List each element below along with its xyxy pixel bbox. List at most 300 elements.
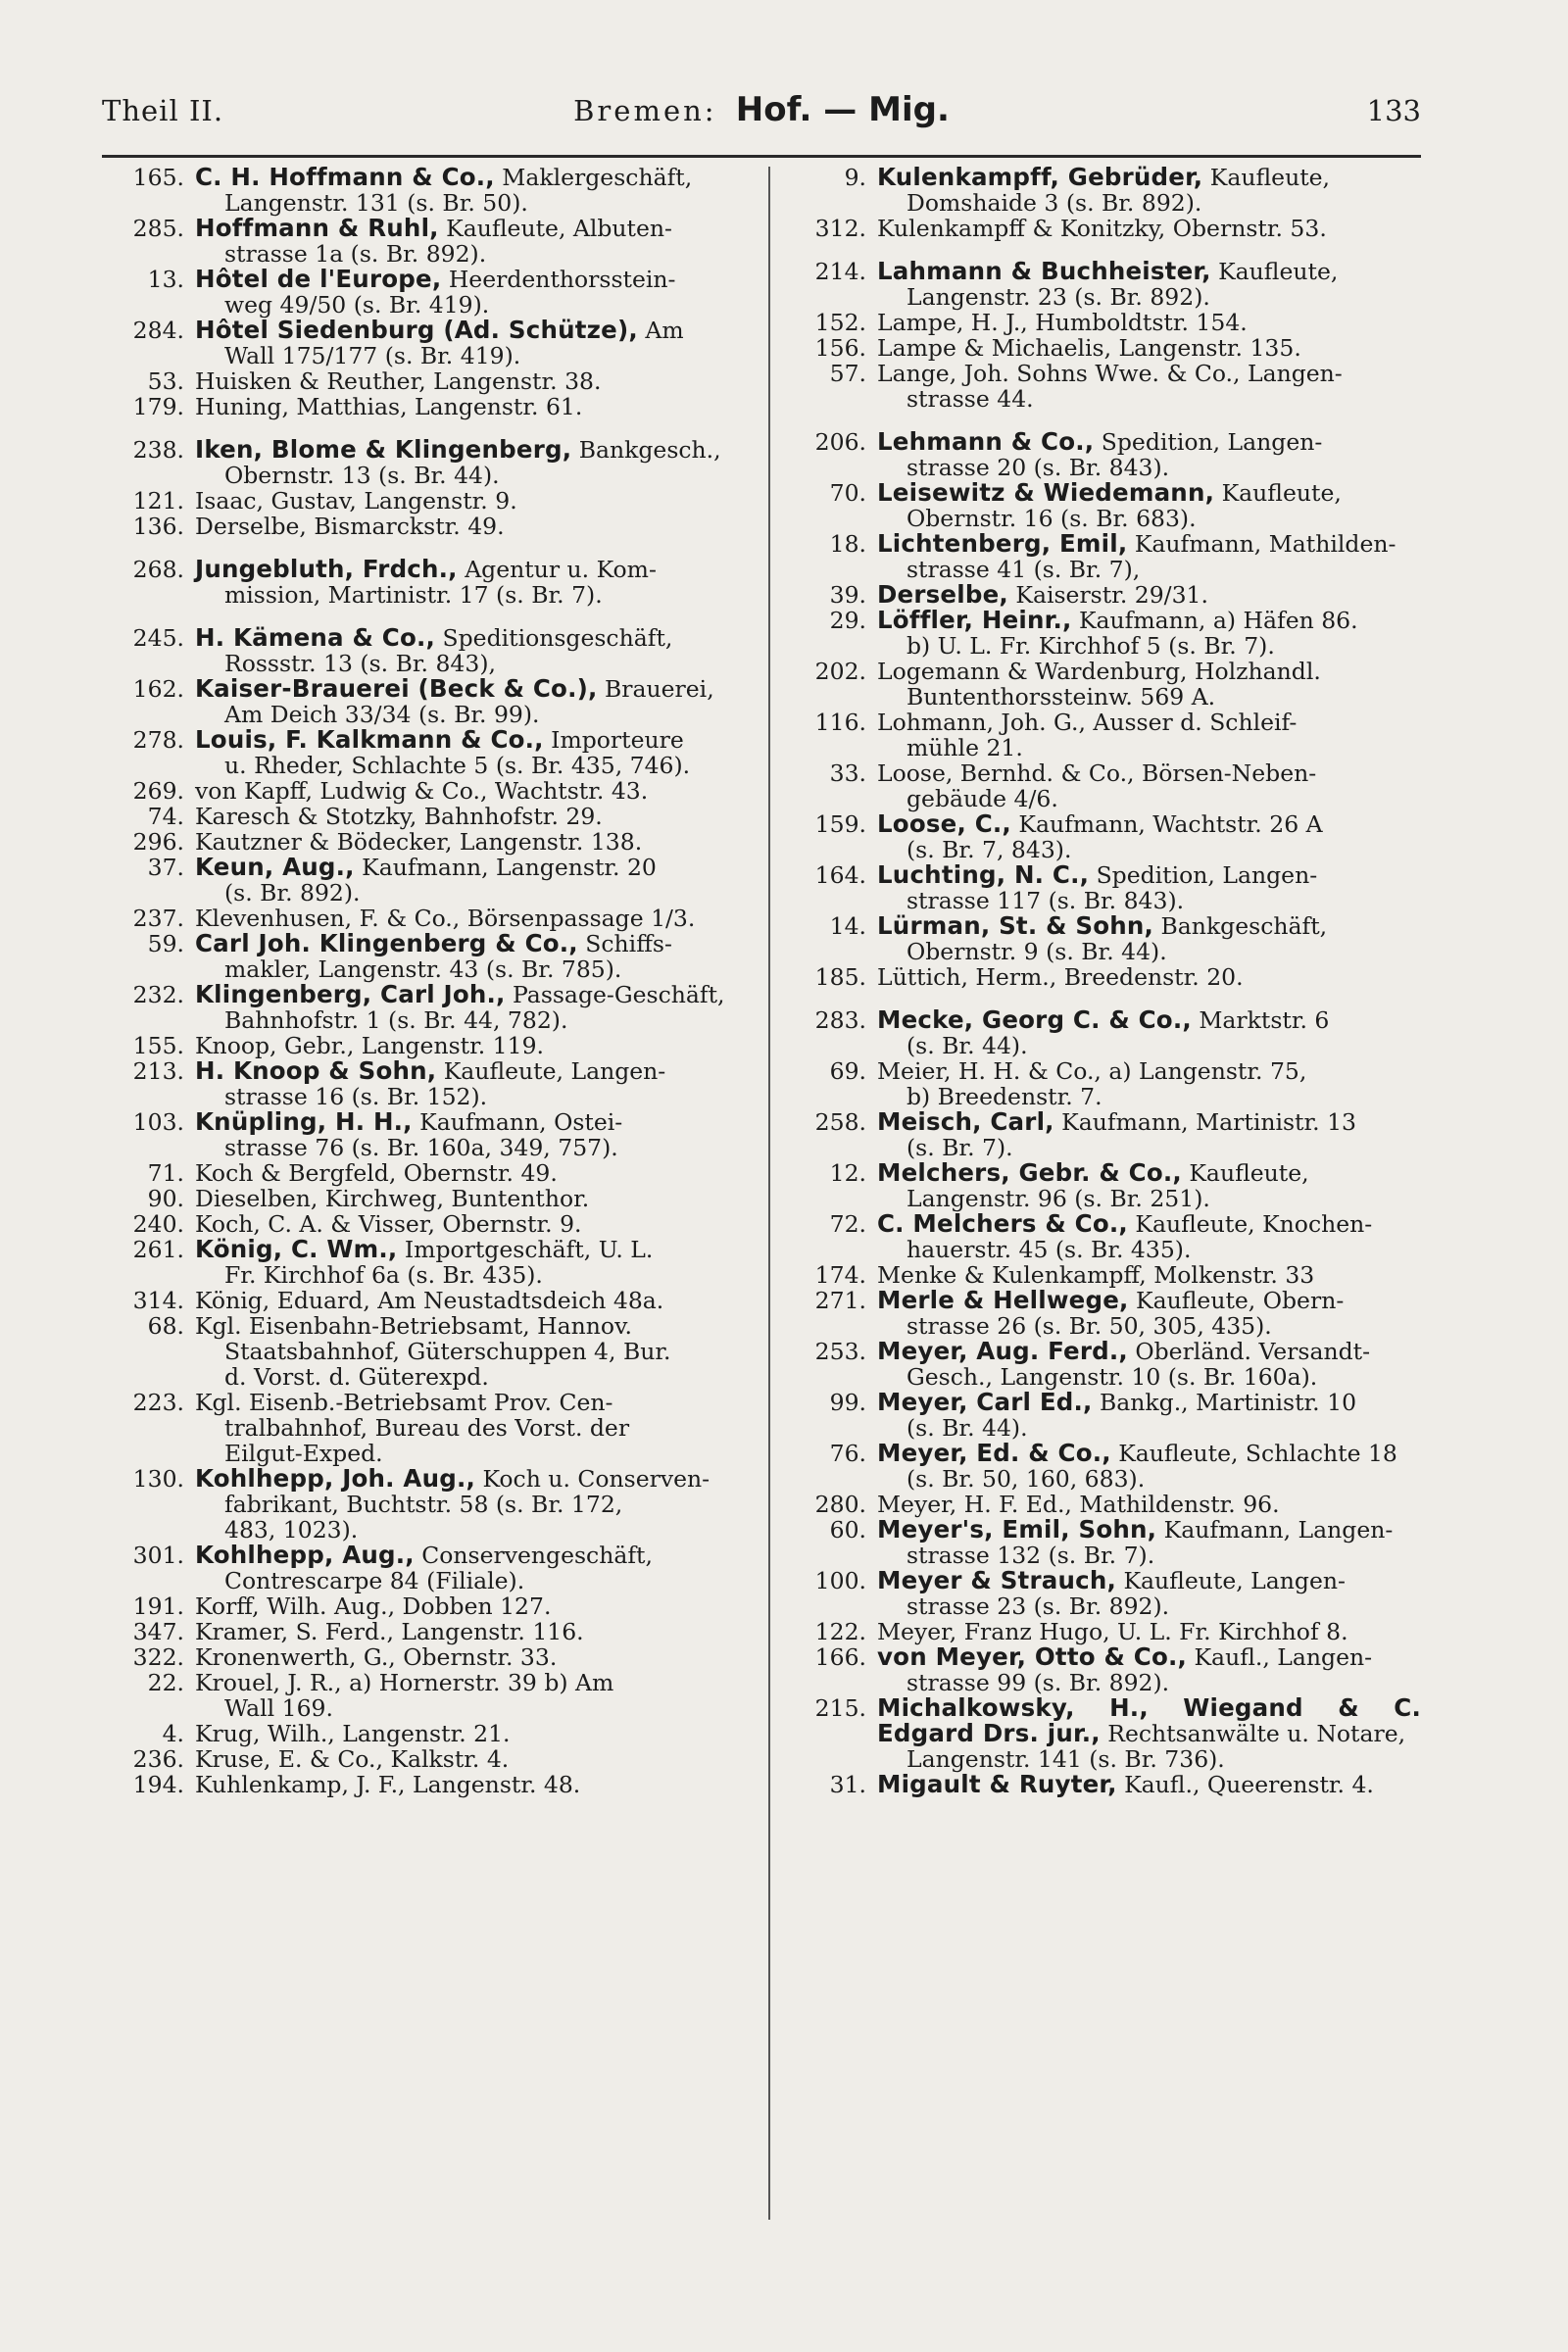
entry-number: 269.	[132, 777, 184, 805]
entry-number: 283.	[814, 1006, 866, 1034]
entry-text: Lampe & Michaelis, Langenstr. 135.	[877, 334, 1301, 362]
entry-number: 31.	[829, 1771, 866, 1798]
directory-entry	[102, 804, 757, 829]
entry-text: Kaufleute, Schlachte 18	[1118, 1440, 1397, 1467]
entry-first-line	[195, 1160, 757, 1186]
directory-entry	[784, 913, 1421, 964]
directory-entry	[102, 1288, 757, 1313]
directory-entry	[102, 829, 757, 855]
entry-continuation: (s. Br. 7).	[906, 1134, 1013, 1161]
entry-continuation: (s. Br. 892).	[224, 879, 361, 906]
entry-first-line	[195, 318, 757, 343]
entry-first-line	[195, 1543, 757, 1568]
entry-text: Krug, Wilh., Langenstr. 21.	[195, 1720, 511, 1747]
entry-first-line	[195, 1746, 757, 1772]
entry-number: 166.	[814, 1643, 866, 1671]
entry-number: 29.	[829, 607, 866, 634]
entry-continuation: Rossstr. 13 (s. Br. 843),	[224, 650, 496, 677]
directory-entry	[102, 1593, 757, 1619]
directory-entry	[102, 855, 757, 906]
directory-entry	[784, 310, 1421, 335]
directory-entry	[102, 557, 757, 608]
firm-name: Meyer's, Emil, Sohn,	[877, 1515, 1157, 1544]
directory-entry	[102, 1186, 757, 1211]
entry-number: 68.	[147, 1312, 184, 1340]
entry-text: Kaiserstr. 29/31.	[1015, 581, 1208, 609]
page-number: 133	[1366, 94, 1421, 127]
entry-first-line	[195, 437, 757, 463]
directory-entry	[784, 659, 1421, 710]
entry-text: Kruse, E. & Co., Kalkstr. 4.	[195, 1745, 510, 1773]
firm-name: Derselbe,	[877, 580, 1008, 609]
entry-number: 194.	[132, 1771, 184, 1798]
entry-text: Passage-Geschäft,	[513, 981, 725, 1008]
entry-continuation: (s. Br. 44).	[906, 1032, 1028, 1059]
entry-text: Oberländ. Versandt-	[1135, 1338, 1371, 1365]
entry-number: 74.	[147, 803, 184, 830]
entry-number: 152.	[814, 309, 866, 336]
entry-text: Kaufleute,	[1209, 164, 1331, 191]
entry-number: 214.	[814, 258, 866, 285]
entry-text: Klevenhusen, F. & Co., Börsenpassage 1/3.	[195, 905, 696, 932]
entry-number: 22.	[147, 1669, 184, 1696]
entry-first-line	[195, 368, 757, 394]
firm-name: C. Melchers & Co.,	[877, 1209, 1128, 1238]
directory-entry	[102, 1746, 757, 1772]
entry-continuation: strasse 41 (s. Br. 7),	[906, 556, 1141, 583]
left-column	[102, 165, 757, 1797]
entry-continuation: Am Deich 33/34 (s. Br. 99).	[224, 701, 540, 728]
entry-continuation: strasse 1a (s. Br. 892).	[224, 240, 487, 268]
entry-first-line	[195, 1237, 757, 1262]
directory-entry	[102, 1237, 757, 1288]
entry-continuation: Eilgut-Exped.	[224, 1440, 383, 1467]
entry-text: Kaufleute, Langen-	[1123, 1567, 1346, 1594]
directory-entry	[102, 1543, 757, 1593]
entry-continuation: strasse 99 (s. Br. 892).	[906, 1669, 1170, 1696]
directory-entry	[784, 1619, 1421, 1644]
directory-entry	[784, 1058, 1421, 1109]
entry-continuation: Langenstr. 96 (s. Br. 251).	[906, 1185, 1210, 1212]
entry-number: 70.	[829, 479, 866, 507]
right-column	[784, 165, 1421, 1797]
entry-text: Maklergeschäft,	[502, 164, 693, 191]
firm-name: Migault & Ruyter,	[877, 1770, 1117, 1798]
entry-first-line	[195, 829, 757, 855]
entry-text: Huning, Matthias, Langenstr. 61.	[195, 393, 583, 420]
directory-entry	[784, 1262, 1421, 1288]
entry-first-line	[877, 1160, 1421, 1186]
entry-first-line	[195, 804, 757, 829]
entry-text: Kaufmann, Langenstr. 20	[362, 854, 657, 881]
entry-continuation: (s. Br. 50, 160, 683).	[906, 1465, 1146, 1493]
firm-name: Lürman, St. & Sohn,	[877, 911, 1154, 940]
directory-entry	[102, 1109, 757, 1160]
directory-entry	[102, 1466, 757, 1543]
entry-number: 202.	[814, 658, 866, 685]
entry-first-line	[195, 1058, 757, 1084]
firm-name: König, C. Wm.,	[195, 1235, 398, 1263]
entry-first-line	[195, 1033, 757, 1058]
entry-first-line	[877, 216, 1421, 241]
entry-number: 174.	[814, 1261, 866, 1289]
entry-first-line	[877, 1288, 1421, 1313]
firm-name: Merle & Hellwege,	[877, 1286, 1129, 1314]
entry-continuation: strasse 132 (s. Br. 7).	[906, 1542, 1155, 1569]
entry-number: 59.	[147, 930, 184, 957]
entry-text: Logemann & Wardenburg, Holzhandl.	[877, 658, 1321, 685]
directory-entry	[102, 1058, 757, 1109]
entry-first-line	[195, 1593, 757, 1619]
entry-text: Lüttich, Herm., Breedenstr. 20.	[877, 963, 1244, 991]
directory-entry	[784, 760, 1421, 811]
entry-first-line	[877, 862, 1421, 888]
entry-number: 191.	[132, 1592, 184, 1620]
entry-continuation: Obernstr. 13 (s. Br. 44).	[224, 462, 500, 489]
entry-first-line	[195, 1670, 757, 1695]
entry-text: Kaufleute,	[1218, 258, 1339, 285]
firm-name: Lahmann & Buchheister,	[877, 257, 1211, 285]
firm-name: Kaiser-Brauerei (Beck & Co.),	[195, 674, 598, 703]
firm-name: Hôtel de l'Europe,	[195, 265, 442, 293]
entry-number: 236.	[132, 1745, 184, 1773]
entry-first-line	[195, 778, 757, 804]
entry-first-line	[195, 1644, 757, 1670]
entry-text: Am	[645, 317, 684, 344]
entry-number: 72.	[829, 1210, 866, 1238]
firm-name: Meyer & Strauch,	[877, 1566, 1116, 1594]
entry-text: Kautzner & Bödecker, Langenstr. 138.	[195, 828, 643, 856]
entry-first-line	[877, 760, 1421, 786]
directory-entry	[102, 778, 757, 804]
entry-number: 179.	[132, 393, 184, 420]
firm-name: Loose, C.,	[877, 809, 1011, 838]
entry-number: 4.	[162, 1720, 184, 1747]
entry-text: Koch & Bergfeld, Obernstr. 49.	[195, 1159, 558, 1187]
directory-entry	[784, 1288, 1421, 1339]
city-label: Bremen:	[573, 94, 717, 127]
entry-first-line	[195, 216, 757, 241]
directory-entry	[784, 1568, 1421, 1619]
entry-text: Kaufleute, Langen-	[443, 1057, 666, 1085]
entry-first-line	[195, 165, 757, 190]
entry-number: 99.	[829, 1389, 866, 1416]
entry-continuation: d. Vorst. d. Güterexpd.	[224, 1363, 489, 1391]
directory-entry	[784, 1517, 1421, 1568]
entry-text: Kaufmann, Martinistr. 13	[1061, 1108, 1356, 1136]
directory-entry	[102, 982, 757, 1033]
entry-continuation: mission, Martinistr. 17 (s. Br. 7).	[224, 581, 603, 609]
entry-text: Koch u. Conserven-	[482, 1465, 710, 1493]
firm-name: Iken, Blome & Klingenberg,	[195, 435, 572, 464]
entry-text: Speditionsgeschäft,	[442, 624, 673, 652]
entry-first-line	[195, 394, 757, 419]
entry-first-line	[195, 855, 757, 880]
entry-first-line	[195, 1619, 757, 1644]
directory-entry	[102, 1644, 757, 1670]
directory-entry	[102, 906, 757, 931]
entry-first-line	[877, 361, 1421, 386]
entry-continuation: Wall 169.	[224, 1694, 333, 1722]
entry-text: Heerdenthorsstein-	[448, 266, 676, 293]
entry-text: Brauerei,	[604, 675, 714, 703]
entry-number: 12.	[829, 1159, 866, 1187]
entry-text: Kaufmann, a) Häfen 86.	[1078, 607, 1358, 634]
entry-first-line	[877, 608, 1421, 633]
directory-entry	[102, 1670, 757, 1721]
directory-entry	[102, 1390, 757, 1466]
entry-text: Kaufleute, Knochen-	[1135, 1210, 1373, 1238]
entry-number: 69.	[829, 1057, 866, 1085]
firm-name: Knüpling, H. H.,	[195, 1107, 413, 1136]
entry-text: von Kapff, Ludwig & Co., Wachtstr. 43.	[195, 777, 649, 805]
directory-entry	[102, 394, 757, 419]
directory-entry	[102, 1160, 757, 1186]
directory-entry	[784, 608, 1421, 659]
directory-entry	[784, 1160, 1421, 1211]
entry-number: 206.	[814, 428, 866, 456]
entry-text: Kaufmann, Wachtstr. 26 A	[1018, 810, 1323, 838]
entry-number: 39.	[829, 581, 866, 609]
entry-continuation: mühle 21.	[906, 734, 1023, 761]
directory-entry	[784, 1644, 1421, 1695]
entry-number: 347.	[132, 1618, 184, 1645]
entry-text: Bankgeschäft,	[1160, 912, 1328, 940]
entry-number: 215.	[814, 1694, 866, 1722]
entry-number: 121.	[132, 487, 184, 514]
entry-number: 18.	[829, 530, 866, 558]
running-title	[102, 90, 1421, 129]
firm-name: Klingenberg, Carl Joh.,	[195, 980, 506, 1008]
firm-name: H. Knoop & Sohn,	[195, 1056, 437, 1085]
directory-entry	[784, 1211, 1421, 1262]
entry-number: 53.	[147, 368, 184, 395]
entry-number: 122.	[814, 1618, 866, 1645]
firm-name: Meisch, Carl,	[877, 1107, 1054, 1136]
entry-first-line	[195, 1186, 757, 1211]
entry-first-line	[877, 1517, 1421, 1543]
entry-text: Krouel, J. R., a) Hornerstr. 39 b) Am	[195, 1669, 614, 1696]
entry-text: Importeure	[551, 726, 684, 754]
firm-name: Leisewitz & Wiedemann,	[877, 478, 1215, 507]
entry-number: 237.	[132, 905, 184, 932]
entry-text: Bankgesch.,	[578, 436, 721, 464]
firm-name: von Meyer, Otto & Co.,	[877, 1642, 1188, 1671]
entry-first-line	[195, 267, 757, 292]
entry-number: 245.	[132, 624, 184, 652]
entry-number: 314.	[132, 1287, 184, 1314]
firm-name: Kohlhepp, Aug.,	[195, 1541, 415, 1569]
directory-entry	[102, 727, 757, 778]
entry-number: 162.	[132, 675, 184, 703]
entry-first-line	[877, 1568, 1421, 1593]
entry-text: Conservengeschäft,	[421, 1542, 653, 1569]
entry-number: 116.	[814, 709, 866, 736]
entry-first-line	[195, 676, 757, 702]
entry-text: Kaufl., Queerenstr. 4.	[1124, 1771, 1374, 1798]
entry-first-line	[877, 335, 1421, 361]
entry-number: 60.	[829, 1516, 866, 1544]
entry-continuation: Langenstr. 23 (s. Br. 892).	[906, 283, 1210, 311]
entry-continuation: Wall 175/177 (s. Br. 419).	[224, 342, 521, 369]
entry-text: Kronenwerth, G., Obernstr. 33.	[195, 1643, 558, 1671]
firm-name: Meyer, Aug. Ferd.,	[877, 1337, 1128, 1365]
entry-text: Lange, Joh. Sohns Wwe. & Co., Langen-	[877, 360, 1343, 387]
entry-text: Kaufmann, Mathilden-	[1134, 530, 1396, 558]
entry-number: 13.	[147, 266, 184, 293]
page-header	[102, 90, 1421, 139]
firm-name: Lehmann & Co.,	[877, 427, 1095, 456]
entry-number: 57.	[829, 360, 866, 387]
entry-text: Isaac, Gustav, Langenstr. 9.	[195, 487, 517, 514]
entry-first-line	[195, 625, 757, 651]
entry-text: Rechtsanwälte u. Notare,	[1107, 1720, 1406, 1747]
directory-entry	[784, 1339, 1421, 1390]
entry-text: Spedition, Langen-	[1096, 861, 1318, 889]
entry-first-line	[877, 1619, 1421, 1644]
entry-continuation: Staatsbahnhof, Güterschuppen 4, Bur.	[224, 1338, 671, 1365]
entry-number: 14.	[829, 912, 866, 940]
entry-number: 296.	[132, 828, 184, 856]
directory-entry	[102, 1033, 757, 1058]
directory-entry	[102, 1721, 757, 1746]
entry-text: Huisken & Reuther, Langenstr. 38.	[195, 368, 602, 395]
entry-first-line	[877, 1772, 1421, 1797]
entry-number: 103.	[132, 1108, 184, 1136]
entry-continuation: makler, Langenstr. 43 (s. Br. 785).	[224, 956, 622, 983]
entry-text: Bankg., Martinistr. 10	[1100, 1389, 1357, 1416]
entry-text: Lohmann, Joh. G., Ausser d. Schleif-	[877, 709, 1298, 736]
directory-entry	[784, 862, 1421, 913]
entry-text: Karesch & Stotzky, Bahnhofstr. 29.	[195, 803, 603, 830]
directory-entry	[784, 531, 1421, 582]
entry-first-line	[877, 1644, 1421, 1670]
entry-number: 271.	[814, 1287, 866, 1314]
entry-first-line	[877, 811, 1421, 837]
firm-name: Carl Joh. Klingenberg & Co.,	[195, 929, 578, 957]
entry-first-line	[195, 488, 757, 514]
directory-entry	[102, 267, 757, 318]
directory-entry	[102, 165, 757, 216]
entry-first-line	[195, 1772, 757, 1797]
firm-name: Löffler, Heinr.,	[877, 606, 1072, 634]
directory-entry	[102, 676, 757, 727]
entry-continuation: Obernstr. 9 (s. Br. 44).	[906, 938, 1167, 965]
entry-first-line	[195, 1109, 757, 1135]
entry-first-line	[877, 659, 1421, 684]
directory-entry	[784, 811, 1421, 862]
directory-entry	[784, 710, 1421, 760]
firm-name: Luchting, N. C.,	[877, 860, 1090, 889]
entry-text: Kaufmann, Langen-	[1163, 1516, 1394, 1544]
directory-entry	[102, 216, 757, 267]
entry-first-line	[877, 1058, 1421, 1084]
entry-continuation: strasse 16 (s. Br. 152).	[224, 1083, 488, 1110]
directory-entry	[102, 437, 757, 488]
entry-continuation: Contrescarpe 84 (Filiale).	[224, 1567, 525, 1594]
entry-text: Kgl. Eisenbahn-Betriebsamt, Hannov.	[195, 1312, 633, 1340]
entry-text: Derselbe, Bismarckstr. 49.	[195, 513, 505, 540]
firm-name: Hoffmann & Ruhl,	[195, 214, 439, 242]
entry-number: 9.	[844, 164, 866, 191]
entry-number: 155.	[132, 1032, 184, 1059]
entry-first-line	[195, 1313, 757, 1339]
entry-first-line	[877, 1339, 1421, 1364]
directory-entry	[784, 480, 1421, 531]
entry-continuation: b) U. L. Fr. Kirchhof 5 (s. Br. 7).	[906, 632, 1275, 660]
entry-first-line	[195, 514, 757, 539]
entry-text: Kaufleute, Albuten-	[446, 215, 672, 242]
directory-entry	[102, 368, 757, 394]
entry-continuation: Obernstr. 16 (s. Br. 683).	[906, 505, 1197, 532]
entry-first-line	[877, 1262, 1421, 1288]
entry-first-line	[195, 931, 757, 956]
directory-entry	[784, 1390, 1421, 1441]
entry-continuation: strasse 117 (s. Br. 843).	[906, 887, 1185, 914]
entry-first-line	[195, 906, 757, 931]
entry-text: Menke & Kulenkampff, Molkenstr. 33	[877, 1261, 1315, 1289]
entry-text: Kaufleute,	[1189, 1159, 1309, 1187]
entry-number: 238.	[132, 436, 184, 464]
entry-first-line	[877, 1007, 1421, 1033]
entry-number: 213.	[132, 1057, 184, 1085]
name-range: Hof. — Mig.	[735, 90, 950, 129]
firm-name: Melchers, Gebr. & Co.,	[877, 1158, 1182, 1187]
entry-text: Kaufl., Langen-	[1194, 1643, 1373, 1671]
entry-continuation: hauerstr. 45 (s. Br. 435).	[906, 1236, 1192, 1263]
entry-number: 100.	[814, 1567, 866, 1594]
directory-entry	[784, 259, 1421, 310]
header-rule	[102, 155, 1421, 158]
directory-entry	[784, 1772, 1421, 1797]
entry-first-line	[195, 1288, 757, 1313]
entry-continuation: Domshaide 3 (s. Br. 892).	[906, 189, 1202, 217]
entry-first-line	[195, 1721, 757, 1746]
entry-number: 261.	[132, 1236, 184, 1263]
entry-continuation: (s. Br. 44).	[906, 1414, 1028, 1442]
entry-number: 164.	[814, 861, 866, 889]
entry-first-line	[877, 1390, 1421, 1415]
entry-text: Marktstr. 6	[1199, 1006, 1330, 1034]
firm-name: C. H. Hoffmann & Co.,	[195, 163, 495, 191]
entry-number: 165.	[132, 164, 184, 191]
column-divider	[768, 167, 770, 2220]
firm-name: Meyer, Ed. & Co.,	[877, 1439, 1111, 1467]
firm-name: Jungebluth, Frdch.,	[195, 555, 458, 583]
entry-continuation: Fr. Kirchhof 6a (s. Br. 435).	[224, 1261, 543, 1289]
entry-first-line	[195, 982, 757, 1007]
directory-entry	[102, 488, 757, 514]
entry-number: 253.	[814, 1338, 866, 1365]
entry-text: König, Eduard, Am Neustadtsdeich 48a.	[195, 1287, 664, 1314]
entry-first-line	[195, 1466, 757, 1492]
directory-entry	[784, 1441, 1421, 1492]
entry-continuation: Buntenthorssteinw. 569 A.	[906, 683, 1216, 710]
directory-entry	[784, 1695, 1421, 1772]
entry-text: Koch, C. A. & Visser, Obernstr. 9.	[195, 1210, 582, 1238]
directory-entry	[784, 429, 1421, 480]
entry-text: Schiffs-	[585, 930, 672, 957]
entry-number: 312.	[814, 215, 866, 242]
directory-entry	[784, 1109, 1421, 1160]
entry-number: 76.	[829, 1440, 866, 1467]
entry-continuation: strasse 76 (s. Br. 160a, 349, 757).	[224, 1134, 618, 1161]
firm-name: Hôtel Siedenburg (Ad. Schütze),	[195, 316, 638, 344]
entry-number: 258.	[814, 1108, 866, 1136]
entry-text: Lampe, H. J., Humboldtstr. 154.	[877, 309, 1248, 336]
entry-continuation: Bahnhofstr. 1 (s. Br. 44, 782).	[224, 1006, 568, 1034]
entry-number: 278.	[132, 726, 184, 754]
